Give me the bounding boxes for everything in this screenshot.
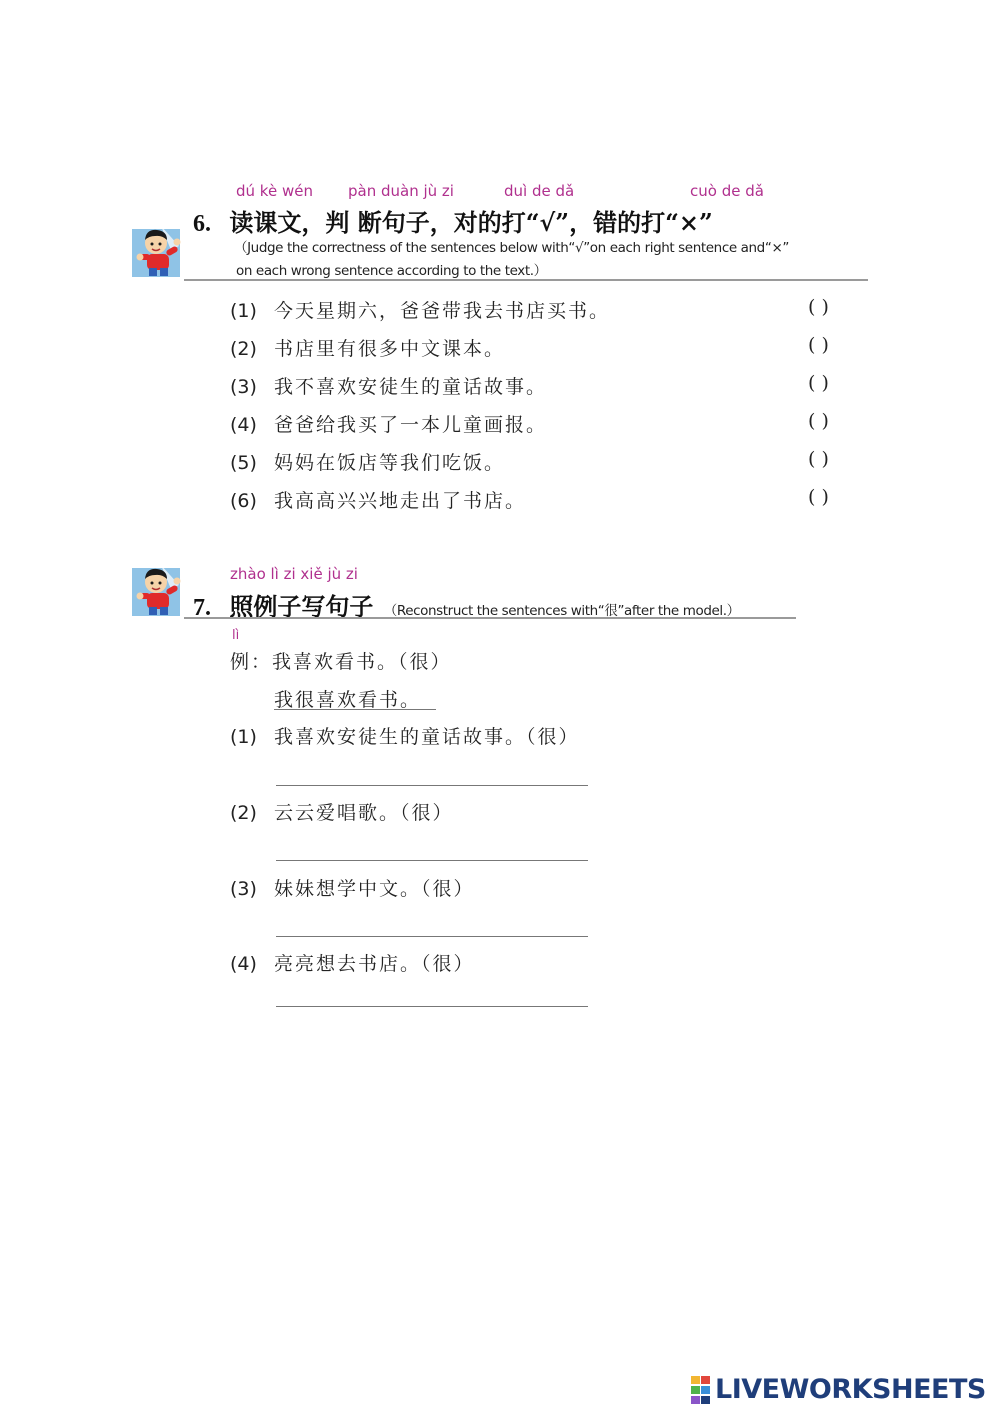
item-text xyxy=(230,300,610,322)
section6-heading xyxy=(193,203,713,238)
section7-title: 照例子写句子 xyxy=(229,592,374,621)
item-text xyxy=(230,414,547,436)
section6-english-line1: （Judge the correctness of the sentences below with“√”on each right sentence and“×” xyxy=(234,240,789,256)
list-item xyxy=(230,448,870,486)
item-number: (5) xyxy=(230,452,257,474)
pinyin-pan-duan-ju-zi: pàn duàn jù zi xyxy=(348,182,454,200)
section6-item-list xyxy=(230,296,870,524)
item-sentence: 今天星期六，爸爸带我去书店买书。 xyxy=(274,300,611,322)
list-item xyxy=(230,296,870,334)
section7-divider xyxy=(184,617,796,619)
list-item xyxy=(230,486,870,524)
example-question xyxy=(230,647,452,674)
list-item xyxy=(230,410,870,448)
list-item xyxy=(230,722,580,749)
item-sentence: 书店里有很多中文课本。 xyxy=(274,338,506,360)
item-sentence: 亮亮想去书店。（很） xyxy=(274,953,475,975)
list-item xyxy=(230,372,870,410)
answer-parentheses[interactable]: ( ) xyxy=(808,448,829,470)
item-number: (4) xyxy=(230,953,257,975)
answer-line[interactable] xyxy=(276,1006,588,1007)
item-number: (3) xyxy=(230,878,257,900)
example-sentence: 我喜欢看书。（很） xyxy=(272,651,452,673)
list-item xyxy=(230,949,475,976)
answer-parentheses[interactable]: ( ) xyxy=(808,410,829,432)
example-answer-underline xyxy=(274,709,436,710)
item-text xyxy=(230,490,526,512)
item-number: (1) xyxy=(230,300,257,322)
item-sentence: 我高高兴兴地走出了书店。 xyxy=(274,490,527,512)
item-number: (3) xyxy=(230,376,257,398)
answer-parentheses[interactable]: ( ) xyxy=(808,296,829,318)
section7-number: 7. xyxy=(193,595,211,621)
section7-english: （Reconstruct the sentences with“很”after the model.） xyxy=(383,603,740,619)
answer-parentheses[interactable]: ( ) xyxy=(808,486,829,508)
pinyin-dui-de-da: duì de dǎ xyxy=(504,182,575,200)
item-text xyxy=(230,338,505,360)
pinyin-zhao-li-zi-xie-ju-zi: zhào lì zi xiě jù zi xyxy=(230,565,358,583)
answer-parentheses[interactable]: ( ) xyxy=(808,372,829,394)
answer-line[interactable] xyxy=(276,860,588,861)
list-item xyxy=(230,874,475,901)
item-text xyxy=(230,452,505,474)
answer-line[interactable] xyxy=(276,936,588,937)
example-answer: 我很喜欢看书。 xyxy=(274,689,422,711)
item-text xyxy=(230,376,547,398)
liveworksheets-brand[interactable]: LIVEWORKSHEETS xyxy=(715,1374,986,1405)
list-item xyxy=(230,798,454,825)
section6-number: 6. xyxy=(193,211,211,237)
item-sentence: 妹妹想学中文。（很） xyxy=(274,878,475,900)
pinyin-li: lì xyxy=(232,628,240,643)
item-number: (4) xyxy=(230,414,257,436)
liveworksheets-logo-icon xyxy=(691,1376,711,1404)
example-label: 例： xyxy=(230,651,273,673)
list-item xyxy=(230,334,870,372)
boy-mascot-icon xyxy=(131,563,183,617)
section6-english-line2: on each wrong sentence according to the text.） xyxy=(236,263,547,279)
answer-line[interactable] xyxy=(276,785,588,786)
item-sentence: 我不喜欢安徒生的童话故事。 xyxy=(274,376,548,398)
item-number: (1) xyxy=(230,726,257,748)
item-number: (6) xyxy=(230,490,257,512)
pinyin-cuo-de-da: cuò de dǎ xyxy=(690,182,764,200)
item-sentence: 我喜欢安徒生的童话故事。（很） xyxy=(274,726,580,748)
item-sentence: 爸爸给我买了一本儿童画报。 xyxy=(274,414,548,436)
pinyin-du-ke-wen: dú kè wén xyxy=(236,182,313,200)
item-sentence: 云云爱唱歌。（很） xyxy=(274,802,454,824)
item-sentence: 妈妈在饭店等我们吃饭。 xyxy=(274,452,506,474)
section6-divider xyxy=(184,279,868,281)
item-number: (2) xyxy=(230,802,257,824)
section6-title: 读课文，判 断句子，对的打“√”，错的打“×” xyxy=(229,208,713,237)
item-number: (2) xyxy=(230,338,257,360)
answer-parentheses[interactable]: ( ) xyxy=(808,334,829,356)
boy-mascot-icon xyxy=(131,224,183,278)
